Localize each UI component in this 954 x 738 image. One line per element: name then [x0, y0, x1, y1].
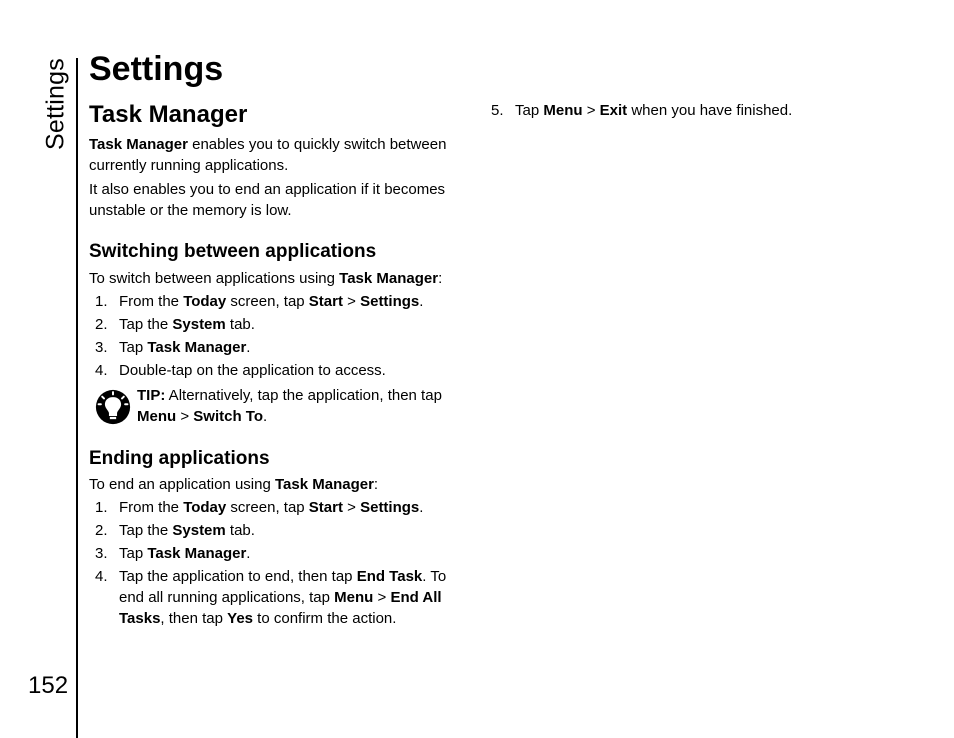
- ending-intro: To end an application using Task Manager:: [89, 476, 379, 493]
- list-item: 3. Tap Task Manager.: [95, 545, 251, 562]
- vertical-rule: [76, 58, 78, 738]
- side-tab: [36, 58, 76, 150]
- task-manager-heading: Task Manager: [89, 101, 248, 128]
- page-number: 152: [28, 672, 69, 699]
- list-item: 1. From the Today screen, tap Start > Settings.: [95, 499, 424, 516]
- list-item: 1. From the Today screen, tap Start > Settings.: [95, 293, 424, 310]
- list-item: 2. Tap the System tab.: [95, 522, 255, 539]
- list-item: 4. Double-tap on the application to access.: [95, 362, 386, 379]
- list-item: 3. Tap Task Manager.: [95, 339, 251, 356]
- switching-intro: To switch between applications using Task Manager:: [89, 270, 443, 287]
- switching-heading: Switching between applications: [89, 241, 377, 262]
- ending-steps: [89, 497, 469, 629]
- side-tab-label: Settings: [41, 58, 70, 150]
- left-column: [89, 98, 469, 631]
- ending-heading: Ending applications: [89, 448, 270, 469]
- switching-steps: [89, 291, 469, 381]
- page-title: Settings: [89, 50, 224, 88]
- list-item: 4. Tap the application to end, then tap End Task. To end all running applications, tap Menu > End All Tasks, then tap Yes to confirm the action.: [95, 568, 447, 627]
- lightbulb-icon: [95, 389, 131, 425]
- task-manager-intro: Task Manager enables you to quickly switch between currently running applications.: [89, 136, 447, 174]
- finish-steps: [490, 100, 890, 121]
- task-manager-intro-2: It also enables you to end an application if it becomes unstable or the memory is low.: [89, 181, 446, 219]
- tip-text: TIP: Alternatively, tap the application, then tap Menu > Switch To.: [137, 387, 442, 425]
- list-item: 2. Tap the System tab.: [95, 316, 255, 333]
- right-column: [490, 100, 890, 123]
- list-item: 5. Tap Menu > Exit when you have finished.: [491, 102, 793, 119]
- tip-box: [89, 385, 469, 427]
